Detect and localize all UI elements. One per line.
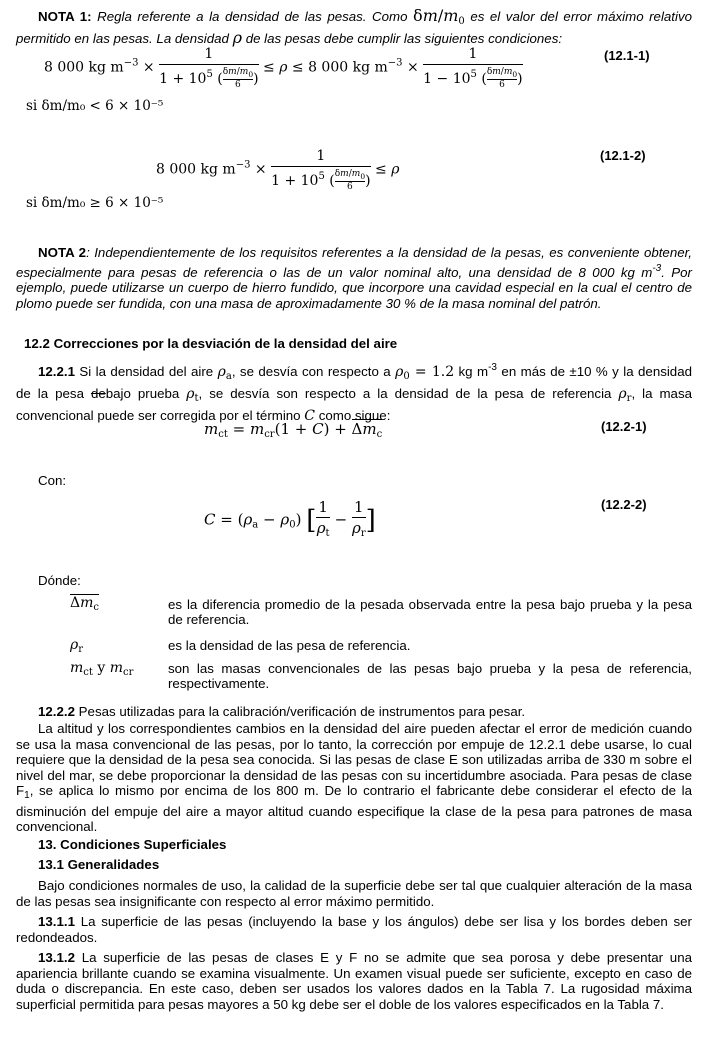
equation-12-2-1: $m_{ct} = m_{cr}(1 + C) + \Delta m_c$ bbox=[204, 420, 383, 440]
con-label: Con: bbox=[38, 473, 67, 488]
equation-number-12-2-1: (12.2-1) bbox=[601, 419, 647, 434]
equation-12-1-1: 8 000 kg $m^{-3}$ × 1 $1 + 10^5$ ( $\frac{\delta m/m_0}{6}$ ) ≤ ρ ≤ 8 000 kg $m^{-3}$ × 1 $1 - 10^5$ ( $\frac{\delta m/m_0}{6}$ ) bbox=[44, 46, 523, 91]
p-12-2-2-sub: 1 bbox=[24, 790, 30, 801]
definition-term-rho-r: $\rho_r$ bbox=[70, 637, 84, 655]
p-13-1-1-body: La superficie de las pesas (incluyendo la base y los ángulos) debe ser lisa y los bordes deben ser redondeados. bbox=[16, 914, 692, 945]
condition-12-1-1: si δm/m₀ < 6 × 10⁻⁵ bbox=[26, 98, 164, 114]
nota-1-label: NOTA 1: bbox=[38, 9, 92, 24]
section-13-1-body: Bajo condiciones normales de uso, la calidad de la superficie debe ser tal que cualquier alteración de la masa de las pesas sea insignificante con respecto al error máximo permitido. bbox=[16, 878, 692, 909]
definition-rho-r: es la densidad de las pesa de referencia. bbox=[168, 638, 411, 653]
p-12-2-1-sup: -3 bbox=[488, 362, 497, 373]
equation-12-1-2: 8 000 kg $m^{-3}$ × 1 $1 + 10^5$ ( $\frac{\delta m/m_0}{6}$ ) ≤ ρ bbox=[156, 148, 400, 193]
definition-mct-mcr: son las masas convencionales de las pesas bajo prueba y la pesa de referencia, respectivamente. bbox=[168, 661, 692, 691]
nota-2-text: : Independientemente de los requisitos referentes a la densidad de la pesas, es conveniente obtener, especialmente para pesas de referencia o las de un valor nominal alto, una densidad de 8 000 kg m bbox=[16, 245, 693, 280]
p-12-2-1-t6: , se desvía son respecto a la densidad de la pesa de referencia bbox=[198, 386, 619, 401]
p-13-1-2-body: La superficie de las pesas de clases E y F no se admite que sea porosa y debe presentar una apariencia brillante cuando se examina visualmente. Un examen visual puede ser suficiente, excepto en caso de duda o discrepancia. En este caso, deben ser usados los valores dados en la Tabla 7. La rugosidad máxima superficial permitida para pesas mayores a 50 kg debe ser el doble de los valores especificados en la Tabla 7. bbox=[16, 950, 692, 1012]
p-12-2-2-body-end: , se aplica lo mismo por encima de los 800 m. De lo contrario el fabricante debe considerar el efecto de la disminución del empuje del aire a mayor altitud cuando especifique la clase de la pesa para patrones de masa convencional. bbox=[16, 783, 692, 834]
eq2-fraction: 1 $1 + 10^5$ ( $\frac{\delta m/m_0}{6}$ ) bbox=[271, 148, 371, 193]
paragraph-13-1-1 bbox=[16, 914, 692, 945]
p-12-2-1-t5: bajo prueba bbox=[105, 386, 187, 401]
section-12-2-heading: 12.2 Correcciones por la desviación de la densidad del aire bbox=[24, 336, 398, 351]
p-12-2-1-num: 12.2.1 bbox=[38, 364, 75, 379]
definition-term-mct-mcr: $m_{ct}$ y $m_{cr}$ bbox=[70, 660, 134, 678]
equation-number-12-1-1: (12.1-1) bbox=[604, 48, 650, 63]
p-12-2-1-t1: Si la densidad del aire bbox=[74, 364, 218, 379]
p-13-1-1-num: 13.1.1 bbox=[38, 914, 75, 929]
p-12-2-1-t7: , la masa convencional puede ser corregida por el término bbox=[16, 386, 692, 423]
nota-1 bbox=[16, 8, 692, 46]
definition-term-delta-mc: $\Delta m_c$ bbox=[70, 595, 100, 613]
donde-label: Dónde: bbox=[38, 573, 81, 588]
equation-12-2-2: $C = (\rho_a - \rho_0)$ [ $\frac{1}{\rho_t}$ − $\frac{1}{\rho_r}$ ] bbox=[204, 498, 376, 539]
eq2-coef: 8 000 kg m bbox=[156, 161, 236, 178]
delta-m-over-m0-symbol: $\delta m/m_0$ bbox=[413, 6, 465, 27]
paragraph-12-2-1: 12.2.1 Si la densidad del aire $\rho_a$, se desvía con respecto a $\rho_0 = 1.2$ kg $m^{-3}$ en más de ±10 % y la densidad de la pesa debajo prueba $\rho_t$, se desvía son respecto a la densidad de la pesa de referencia $\rho_r$, la masa convencional puede ser corregida por el término C como sigue: bbox=[16, 362, 692, 424]
p-13-1-2-num: 13.1.2 bbox=[38, 950, 75, 965]
p-12-2-1-t8: como sigue: bbox=[315, 408, 391, 423]
nota-2-text-end: . Por ejemplo, puede utilizarse un cuerpo de hierro fundido, que incorpore una cavidad especial en la cual el centro de plomo puede ser fundida, con una masa de aproximadamente 30 % de la masa nominal del patrón. bbox=[16, 264, 692, 311]
section-13-heading: 13. Condiciones Superficiales bbox=[38, 837, 227, 852]
condition-12-1-2: si δm/m₀ ≥ 6 × 10⁻⁵ bbox=[26, 195, 164, 211]
strikethrough-text: de bbox=[90, 386, 106, 401]
equation-number-12-2-2: (12.2-2) bbox=[601, 497, 647, 512]
nota-1-text-c: de las pesas debe cumplir las siguientes condiciones: bbox=[242, 30, 563, 46]
paragraph-13-1-2 bbox=[16, 950, 692, 1012]
paragraph-12-2-2-body bbox=[16, 721, 692, 835]
p-12-2-2-num: 12.2.2 bbox=[38, 704, 75, 719]
p-12-2-1-t2: , se desvía con respecto a bbox=[231, 364, 396, 379]
nota-2 bbox=[16, 245, 692, 311]
equation-number-12-1-2: (12.1-2) bbox=[600, 148, 646, 163]
nota-2-label: NOTA 2 bbox=[38, 245, 87, 260]
paragraph-12-2-2-title bbox=[38, 704, 692, 720]
eq2-exp: −3 bbox=[235, 159, 251, 171]
eq-exp-2: −3 bbox=[387, 57, 403, 69]
eq-fraction: 1 $1 + 10^5$ ( $\frac{\delta m/m_0}{6}$ ) bbox=[159, 46, 259, 91]
section-13-1-heading: 13.1 Generalidades bbox=[38, 857, 160, 872]
p-12-2-2-body: La altitud y los correspondientes cambios en la densidad del aire pueden afectar el error de medición cuando se usa la masa convencional de las pesas, por lo tanto, la corrección por empuje de 12.2.1 debe usarse, lo cual requiere que la densidad de la pesa sea conocida. Si las pesas de clase E son utilizadas arriba de 330 m sobre el nivel del mar, se debe proporcionar la densidad de las pesas con su incertidumbre asociada. Para pesas de clase F bbox=[16, 721, 692, 798]
eq-exp: −3 bbox=[123, 57, 139, 69]
nota-1-text-b: es el valor del error máximo relativo permitido en las pesas. La densidad bbox=[16, 9, 692, 46]
definition-delta-mc: es la diferencia promedio de la pesada observada entre la pesa bajo prueba y la pesa de referencia. bbox=[168, 597, 692, 627]
rho-symbol: ρ bbox=[232, 27, 242, 47]
p-12-2-2-title: Pesas utilizadas para la calibración/verificación de instrumentos para pesar. bbox=[74, 704, 526, 719]
eq-coef: 8 000 kg m bbox=[44, 59, 124, 76]
nota-1-text-a: Regla referente a la densidad de las pesas. Como bbox=[91, 9, 414, 24]
p-12-2-1-t4: en más de ±10 % y la densidad de la pesa bbox=[16, 364, 692, 401]
nota-2-sup: -3 bbox=[652, 262, 662, 274]
eq-coef-2: 8 000 kg m bbox=[308, 59, 388, 76]
p-12-2-1-t3: kg m bbox=[454, 364, 489, 379]
eq-fraction-2: 1 $1 - 10^5$ ( $\frac{\delta m/m_0}{6}$ ) bbox=[423, 46, 523, 91]
